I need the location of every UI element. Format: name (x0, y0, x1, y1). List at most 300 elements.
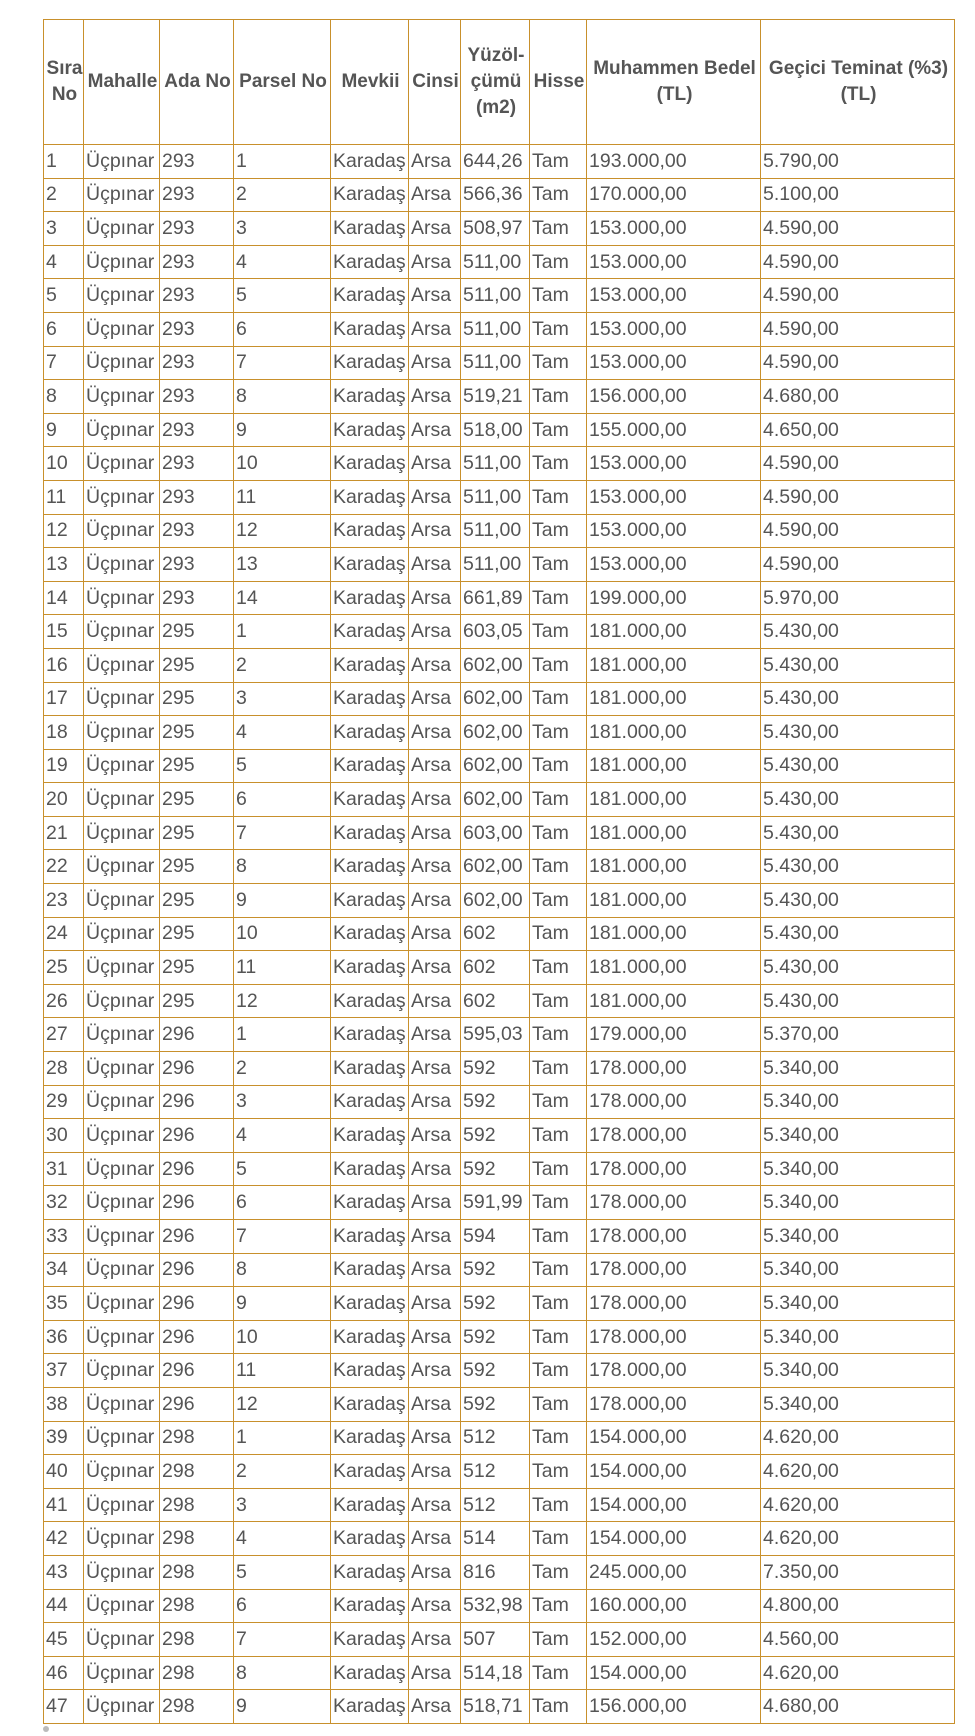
cell-ada-no: 298 (160, 1455, 234, 1489)
cell-hisse: Tam (530, 749, 587, 783)
cell-cinsi: Arsa (409, 1220, 461, 1254)
cell-sira-no: 28 (44, 1052, 84, 1086)
cell-parsel-no: 7 (234, 816, 331, 850)
cell-cinsi: Arsa (409, 1085, 461, 1119)
cell-mevkii: Karadaş (331, 1152, 409, 1186)
cell-sira-no: 8 (44, 380, 84, 414)
cell-cinsi: Arsa (409, 1018, 461, 1052)
cell-sira-no: 45 (44, 1623, 84, 1657)
cell-ada-no: 295 (160, 816, 234, 850)
cell-mahalle: Üçpınar (84, 548, 160, 582)
cell-mahalle: Üçpınar (84, 413, 160, 447)
cell-cinsi: Arsa (409, 1623, 461, 1657)
cell-parsel-no: 6 (234, 312, 331, 346)
table-row (44, 1522, 955, 1556)
table-row (44, 951, 955, 985)
cell-hisse: Tam (530, 884, 587, 918)
cell-mevkii: Karadaş (331, 1555, 409, 1589)
cell-hisse: Tam (530, 1455, 587, 1489)
cell-cinsi: Arsa (409, 749, 461, 783)
table-row (44, 615, 955, 649)
cell-sira-no: 14 (44, 581, 84, 615)
cell-gecici-teminat: 5.430,00 (761, 884, 955, 918)
cell-muhammen-bedel: 181.000,00 (587, 648, 761, 682)
cell-mahalle: Üçpınar (84, 850, 160, 884)
cell-gecici-teminat: 5.340,00 (761, 1320, 955, 1354)
cell-parsel-no: 11 (234, 1354, 331, 1388)
cell-yuzolcumu: 511,00 (461, 245, 530, 279)
table-row (44, 1119, 955, 1153)
cell-cinsi: Arsa (409, 1421, 461, 1455)
cell-hisse: Tam (530, 279, 587, 313)
cell-parsel-no: 3 (234, 212, 331, 246)
cell-gecici-teminat: 5.340,00 (761, 1253, 955, 1287)
cell-parsel-no: 3 (234, 1488, 331, 1522)
cell-sira-no: 16 (44, 648, 84, 682)
parcel-table-container (43, 19, 954, 1724)
cell-muhammen-bedel: 153.000,00 (587, 548, 761, 582)
cell-gecici-teminat: 4.590,00 (761, 312, 955, 346)
cell-ada-no: 296 (160, 1085, 234, 1119)
table-row (44, 480, 955, 514)
cell-sira-no: 13 (44, 548, 84, 582)
cell-ada-no: 295 (160, 783, 234, 817)
cell-mevkii: Karadaş (331, 1253, 409, 1287)
cell-hisse: Tam (530, 951, 587, 985)
cell-ada-no: 293 (160, 279, 234, 313)
cell-mevkii: Karadaş (331, 1656, 409, 1690)
cell-gecici-teminat: 5.430,00 (761, 816, 955, 850)
cell-mevkii: Karadaş (331, 716, 409, 750)
cell-muhammen-bedel: 178.000,00 (587, 1119, 761, 1153)
cell-hisse: Tam (530, 1052, 587, 1086)
header-cinsi: Cinsi (409, 20, 461, 145)
cell-gecici-teminat: 5.430,00 (761, 984, 955, 1018)
cell-mevkii: Karadaş (331, 1488, 409, 1522)
cell-cinsi: Arsa (409, 548, 461, 582)
cell-ada-no: 296 (160, 1287, 234, 1321)
cell-cinsi: Arsa (409, 514, 461, 548)
cell-ada-no: 295 (160, 749, 234, 783)
cell-mahalle: Üçpınar (84, 984, 160, 1018)
table-row (44, 413, 955, 447)
cell-yuzolcumu: 644,26 (461, 145, 530, 179)
table-header-row (44, 20, 955, 145)
cell-mevkii: Karadaş (331, 145, 409, 179)
cell-parsel-no: 4 (234, 245, 331, 279)
cell-parsel-no: 10 (234, 447, 331, 481)
cell-mahalle: Üçpınar (84, 884, 160, 918)
cell-cinsi: Arsa (409, 1186, 461, 1220)
cell-mevkii: Karadaş (331, 850, 409, 884)
cell-hisse: Tam (530, 413, 587, 447)
cell-parsel-no: 11 (234, 951, 331, 985)
cell-ada-no: 295 (160, 716, 234, 750)
cell-mahalle: Üçpınar (84, 951, 160, 985)
cell-yuzolcumu: 592 (461, 1152, 530, 1186)
cell-parsel-no: 3 (234, 1085, 331, 1119)
cell-sira-no: 24 (44, 917, 84, 951)
cell-hisse: Tam (530, 1387, 587, 1421)
cell-gecici-teminat: 5.430,00 (761, 716, 955, 750)
cell-gecici-teminat: 4.680,00 (761, 380, 955, 414)
cell-yuzolcumu: 602,00 (461, 850, 530, 884)
cell-yuzolcumu: 511,00 (461, 312, 530, 346)
cell-parsel-no: 12 (234, 1387, 331, 1421)
cell-mevkii: Karadaş (331, 1052, 409, 1086)
cell-muhammen-bedel: 154.000,00 (587, 1421, 761, 1455)
cell-mahalle: Üçpınar (84, 581, 160, 615)
cell-ada-no: 293 (160, 346, 234, 380)
cell-hisse: Tam (530, 1589, 587, 1623)
cell-mahalle: Üçpınar (84, 1690, 160, 1724)
cell-mevkii: Karadaş (331, 346, 409, 380)
cell-cinsi: Arsa (409, 1052, 461, 1086)
cell-gecici-teminat: 4.590,00 (761, 279, 955, 313)
cell-mahalle: Üçpınar (84, 749, 160, 783)
table-row (44, 1589, 955, 1623)
cell-parsel-no: 12 (234, 984, 331, 1018)
table-row (44, 1287, 955, 1321)
cell-parsel-no: 9 (234, 884, 331, 918)
table-row (44, 1656, 955, 1690)
cell-ada-no: 298 (160, 1589, 234, 1623)
cell-mevkii: Karadaş (331, 1220, 409, 1254)
table-row (44, 1085, 955, 1119)
cell-mevkii: Karadaş (331, 380, 409, 414)
cell-mevkii: Karadaş (331, 1354, 409, 1388)
cell-sira-no: 7 (44, 346, 84, 380)
cell-mahalle: Üçpınar (84, 1354, 160, 1388)
cell-hisse: Tam (530, 514, 587, 548)
cell-mevkii: Karadaş (331, 548, 409, 582)
header-muhammen-bedel: Muhammen Bedel (TL) (587, 20, 761, 145)
table-row (44, 884, 955, 918)
cell-sira-no: 5 (44, 279, 84, 313)
cell-muhammen-bedel: 153.000,00 (587, 212, 761, 246)
cell-cinsi: Arsa (409, 1455, 461, 1489)
cell-ada-no: 293 (160, 413, 234, 447)
cell-mevkii: Karadaş (331, 1119, 409, 1153)
cell-ada-no: 295 (160, 615, 234, 649)
cell-hisse: Tam (530, 1152, 587, 1186)
cell-sira-no: 34 (44, 1253, 84, 1287)
cell-ada-no: 293 (160, 178, 234, 212)
table-row (44, 682, 955, 716)
cell-muhammen-bedel: 156.000,00 (587, 380, 761, 414)
cell-muhammen-bedel: 181.000,00 (587, 716, 761, 750)
cell-ada-no: 295 (160, 951, 234, 985)
table-row (44, 1455, 955, 1489)
cell-yuzolcumu: 592 (461, 1052, 530, 1086)
cell-hisse: Tam (530, 380, 587, 414)
cell-mevkii: Karadaş (331, 312, 409, 346)
cell-yuzolcumu: 512 (461, 1455, 530, 1489)
cell-cinsi: Arsa (409, 447, 461, 481)
cell-mahalle: Üçpınar (84, 816, 160, 850)
cell-parsel-no: 4 (234, 1119, 331, 1153)
cell-hisse: Tam (530, 548, 587, 582)
cell-gecici-teminat: 5.370,00 (761, 1018, 955, 1052)
cell-mahalle: Üçpınar (84, 1421, 160, 1455)
cell-ada-no: 296 (160, 1253, 234, 1287)
cell-parsel-no: 13 (234, 548, 331, 582)
cell-muhammen-bedel: 156.000,00 (587, 1690, 761, 1724)
cell-sira-no: 38 (44, 1387, 84, 1421)
table-row (44, 581, 955, 615)
cell-yuzolcumu: 518,00 (461, 413, 530, 447)
cell-mevkii: Karadaş (331, 1455, 409, 1489)
cell-gecici-teminat: 4.620,00 (761, 1421, 955, 1455)
cell-yuzolcumu: 592 (461, 1287, 530, 1321)
cell-gecici-teminat: 4.620,00 (761, 1656, 955, 1690)
cell-gecici-teminat: 5.430,00 (761, 951, 955, 985)
cell-mahalle: Üçpınar (84, 346, 160, 380)
cell-mahalle: Üçpınar (84, 1488, 160, 1522)
cell-sira-no: 27 (44, 1018, 84, 1052)
cell-parsel-no: 8 (234, 850, 331, 884)
cell-mahalle: Üçpınar (84, 1085, 160, 1119)
cell-mevkii: Karadaş (331, 648, 409, 682)
header-parsel-no: Parsel No (234, 20, 331, 145)
cell-mahalle: Üçpınar (84, 1623, 160, 1657)
cell-parsel-no: 9 (234, 413, 331, 447)
cell-mahalle: Üçpınar (84, 917, 160, 951)
cell-muhammen-bedel: 154.000,00 (587, 1656, 761, 1690)
cell-cinsi: Arsa (409, 178, 461, 212)
cell-mevkii: Karadaş (331, 1522, 409, 1556)
cell-yuzolcumu: 592 (461, 1354, 530, 1388)
trailing-bullet (43, 1726, 49, 1732)
cell-ada-no: 293 (160, 145, 234, 179)
table-row (44, 1421, 955, 1455)
cell-gecici-teminat: 5.430,00 (761, 648, 955, 682)
cell-gecici-teminat: 4.590,00 (761, 447, 955, 481)
cell-hisse: Tam (530, 984, 587, 1018)
cell-ada-no: 293 (160, 380, 234, 414)
cell-muhammen-bedel: 155.000,00 (587, 413, 761, 447)
cell-ada-no: 296 (160, 1387, 234, 1421)
cell-mahalle: Üçpınar (84, 1455, 160, 1489)
cell-ada-no: 298 (160, 1421, 234, 1455)
table-row (44, 212, 955, 246)
cell-yuzolcumu: 511,00 (461, 279, 530, 313)
cell-mevkii: Karadaş (331, 749, 409, 783)
cell-mahalle: Üçpınar (84, 1320, 160, 1354)
cell-mahalle: Üçpınar (84, 1555, 160, 1589)
cell-mevkii: Karadaş (331, 212, 409, 246)
cell-cinsi: Arsa (409, 1320, 461, 1354)
cell-ada-no: 293 (160, 514, 234, 548)
table-row (44, 1018, 955, 1052)
cell-muhammen-bedel: 178.000,00 (587, 1253, 761, 1287)
table-body (44, 145, 955, 1724)
cell-gecici-teminat: 5.430,00 (761, 783, 955, 817)
cell-mahalle: Üçpınar (84, 178, 160, 212)
cell-cinsi: Arsa (409, 1387, 461, 1421)
cell-sira-no: 15 (44, 615, 84, 649)
cell-mahalle: Üçpınar (84, 1589, 160, 1623)
cell-cinsi: Arsa (409, 884, 461, 918)
cell-gecici-teminat: 4.590,00 (761, 514, 955, 548)
cell-gecici-teminat: 5.340,00 (761, 1085, 955, 1119)
cell-sira-no: 39 (44, 1421, 84, 1455)
cell-cinsi: Arsa (409, 1152, 461, 1186)
cell-hisse: Tam (530, 1656, 587, 1690)
cell-sira-no: 46 (44, 1656, 84, 1690)
cell-ada-no: 295 (160, 648, 234, 682)
cell-mevkii: Karadaş (331, 682, 409, 716)
cell-ada-no: 295 (160, 682, 234, 716)
cell-yuzolcumu: 602,00 (461, 749, 530, 783)
cell-mevkii: Karadaş (331, 245, 409, 279)
cell-mevkii: Karadaş (331, 783, 409, 817)
cell-cinsi: Arsa (409, 917, 461, 951)
cell-muhammen-bedel: 152.000,00 (587, 1623, 761, 1657)
cell-yuzolcumu: 602,00 (461, 716, 530, 750)
cell-sira-no: 1 (44, 145, 84, 179)
cell-gecici-teminat: 4.590,00 (761, 212, 955, 246)
cell-parsel-no: 10 (234, 1320, 331, 1354)
table-row (44, 648, 955, 682)
table-row (44, 783, 955, 817)
cell-parsel-no: 5 (234, 1555, 331, 1589)
cell-sira-no: 20 (44, 783, 84, 817)
cell-yuzolcumu: 511,00 (461, 480, 530, 514)
cell-gecici-teminat: 4.560,00 (761, 1623, 955, 1657)
cell-gecici-teminat: 5.340,00 (761, 1052, 955, 1086)
cell-muhammen-bedel: 181.000,00 (587, 884, 761, 918)
cell-ada-no: 293 (160, 447, 234, 481)
cell-sira-no: 44 (44, 1589, 84, 1623)
cell-parsel-no: 5 (234, 279, 331, 313)
table-row (44, 1220, 955, 1254)
cell-mahalle: Üçpınar (84, 447, 160, 481)
table-row (44, 1253, 955, 1287)
cell-yuzolcumu: 566,36 (461, 178, 530, 212)
cell-mahalle: Üçpınar (84, 1119, 160, 1153)
cell-ada-no: 298 (160, 1522, 234, 1556)
cell-sira-no: 22 (44, 850, 84, 884)
table-row (44, 1152, 955, 1186)
cell-yuzolcumu: 592 (461, 1119, 530, 1153)
cell-parsel-no: 9 (234, 1287, 331, 1321)
table-row (44, 1387, 955, 1421)
cell-ada-no: 295 (160, 917, 234, 951)
cell-parsel-no: 10 (234, 917, 331, 951)
cell-parsel-no: 7 (234, 346, 331, 380)
cell-muhammen-bedel: 178.000,00 (587, 1320, 761, 1354)
cell-parsel-no: 8 (234, 1253, 331, 1287)
cell-ada-no: 293 (160, 581, 234, 615)
cell-gecici-teminat: 4.590,00 (761, 346, 955, 380)
cell-sira-no: 30 (44, 1119, 84, 1153)
cell-mahalle: Üçpınar (84, 682, 160, 716)
cell-muhammen-bedel: 178.000,00 (587, 1354, 761, 1388)
cell-sira-no: 32 (44, 1186, 84, 1220)
cell-cinsi: Arsa (409, 1253, 461, 1287)
cell-hisse: Tam (530, 346, 587, 380)
cell-cinsi: Arsa (409, 682, 461, 716)
cell-hisse: Tam (530, 783, 587, 817)
cell-sira-no: 26 (44, 984, 84, 1018)
cell-sira-no: 9 (44, 413, 84, 447)
cell-hisse: Tam (530, 178, 587, 212)
cell-parsel-no: 2 (234, 1455, 331, 1489)
cell-mevkii: Karadaş (331, 615, 409, 649)
cell-muhammen-bedel: 181.000,00 (587, 816, 761, 850)
cell-ada-no: 295 (160, 984, 234, 1018)
table-row (44, 917, 955, 951)
table-row (44, 984, 955, 1018)
cell-gecici-teminat: 5.340,00 (761, 1119, 955, 1153)
cell-hisse: Tam (530, 917, 587, 951)
cell-cinsi: Arsa (409, 615, 461, 649)
cell-yuzolcumu: 592 (461, 1387, 530, 1421)
cell-sira-no: 37 (44, 1354, 84, 1388)
cell-hisse: Tam (530, 581, 587, 615)
cell-gecici-teminat: 5.340,00 (761, 1220, 955, 1254)
header-yuzolcumu: Yüzöl-çümü (m2) (461, 20, 530, 145)
cell-hisse: Tam (530, 1354, 587, 1388)
cell-hisse: Tam (530, 716, 587, 750)
cell-hisse: Tam (530, 447, 587, 481)
cell-cinsi: Arsa (409, 1690, 461, 1724)
cell-hisse: Tam (530, 480, 587, 514)
cell-gecici-teminat: 5.970,00 (761, 581, 955, 615)
cell-cinsi: Arsa (409, 480, 461, 514)
cell-sira-no: 12 (44, 514, 84, 548)
cell-hisse: Tam (530, 245, 587, 279)
cell-yuzolcumu: 602 (461, 951, 530, 985)
cell-cinsi: Arsa (409, 1287, 461, 1321)
cell-muhammen-bedel: 178.000,00 (587, 1152, 761, 1186)
header-ada-no: Ada No (160, 20, 234, 145)
cell-sira-no: 21 (44, 816, 84, 850)
cell-sira-no: 25 (44, 951, 84, 985)
table-row (44, 279, 955, 313)
cell-parsel-no: 7 (234, 1220, 331, 1254)
cell-yuzolcumu: 603,00 (461, 816, 530, 850)
cell-mevkii: Karadaş (331, 1018, 409, 1052)
cell-gecici-teminat: 5.430,00 (761, 917, 955, 951)
cell-mevkii: Karadaş (331, 447, 409, 481)
cell-hisse: Tam (530, 682, 587, 716)
table-row (44, 380, 955, 414)
cell-parsel-no: 14 (234, 581, 331, 615)
table-row (44, 1690, 955, 1724)
cell-parsel-no: 7 (234, 1623, 331, 1657)
cell-sira-no: 11 (44, 480, 84, 514)
cell-hisse: Tam (530, 850, 587, 884)
cell-hisse: Tam (530, 145, 587, 179)
cell-mahalle: Üçpınar (84, 1152, 160, 1186)
cell-gecici-teminat: 4.590,00 (761, 548, 955, 582)
cell-ada-no: 296 (160, 1320, 234, 1354)
cell-cinsi: Arsa (409, 312, 461, 346)
cell-mahalle: Üçpınar (84, 1220, 160, 1254)
cell-mahalle: Üçpınar (84, 145, 160, 179)
cell-hisse: Tam (530, 1253, 587, 1287)
cell-mevkii: Karadaş (331, 1421, 409, 1455)
cell-gecici-teminat: 5.340,00 (761, 1287, 955, 1321)
cell-muhammen-bedel: 245.000,00 (587, 1555, 761, 1589)
cell-parsel-no: 1 (234, 1421, 331, 1455)
cell-gecici-teminat: 5.100,00 (761, 178, 955, 212)
cell-muhammen-bedel: 153.000,00 (587, 312, 761, 346)
cell-cinsi: Arsa (409, 1119, 461, 1153)
cell-cinsi: Arsa (409, 816, 461, 850)
